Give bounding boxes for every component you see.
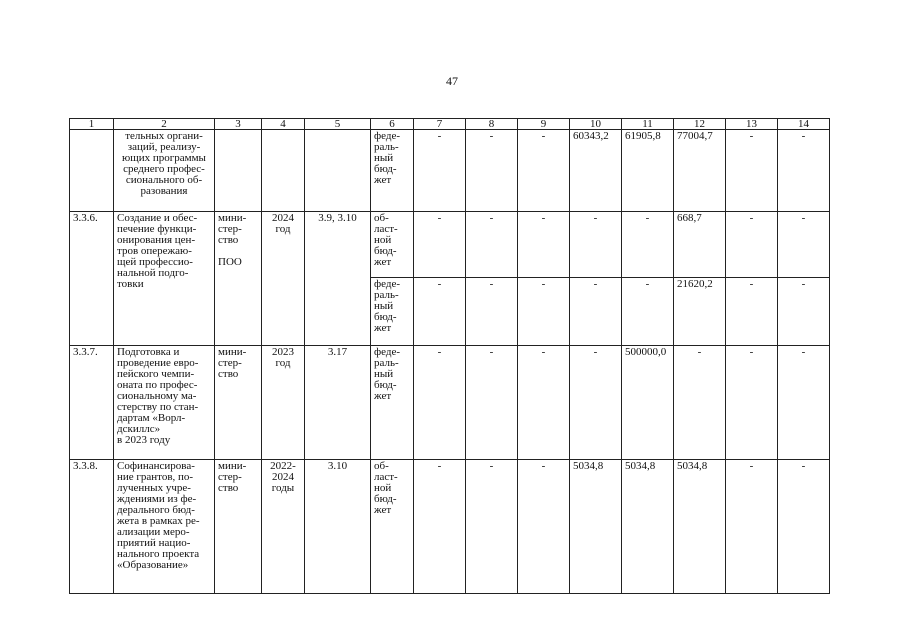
value-cell: - <box>622 278 674 346</box>
row-number: 3.3.7. <box>70 346 114 460</box>
executor <box>215 130 262 212</box>
header-cell: 14 <box>778 119 830 130</box>
value-cell: - <box>518 278 570 346</box>
header-cell: 10 <box>570 119 622 130</box>
value-cell: - <box>726 212 778 278</box>
value-cell: - <box>518 460 570 594</box>
row-number <box>70 130 114 212</box>
budget-table <box>69 118 830 594</box>
value-cell: - <box>570 212 622 278</box>
measure-name: Создание и обес- печение функци- онирования цен- тров опережаю- щей профессио- нальной подго- товки <box>114 212 215 346</box>
budget-source: феде- раль- ный бюд- жет <box>371 130 414 212</box>
indicator-ref: 3.9, 3.10 <box>305 212 371 346</box>
header-cell: 5 <box>305 119 371 130</box>
indicator-ref: 3.10 <box>305 460 371 594</box>
value-cell: - <box>414 278 466 346</box>
value-cell: - <box>726 130 778 212</box>
row-number: 3.3.8. <box>70 460 114 594</box>
value-cell: - <box>778 130 830 212</box>
budget-source: феде- раль- ный бюд- жет <box>371 278 414 346</box>
value-cell: - <box>518 346 570 460</box>
table-row <box>70 346 830 460</box>
header-cell: 13 <box>726 119 778 130</box>
value-cell: 61905,8 <box>622 130 674 212</box>
value-cell: 5034,8 <box>674 460 726 594</box>
header-cell: 12 <box>674 119 726 130</box>
executor: мини- стер- ство ПОО <box>215 212 262 346</box>
value-cell: - <box>674 346 726 460</box>
period: 2024 год <box>262 212 305 346</box>
value-cell: - <box>778 212 830 278</box>
value-cell: - <box>414 346 466 460</box>
measure-name: Подготовка и проведение евро- пейского чемпи- оната по профес- сиональному ма- стерству по стан- дартам «Ворл- дскиллс» в 2023 году <box>114 346 215 460</box>
budget-source: об- ласт- ной бюд- жет <box>371 460 414 594</box>
header-cell: 4 <box>262 119 305 130</box>
header-cell: 1 <box>70 119 114 130</box>
value-cell: - <box>518 212 570 278</box>
executor: мини- стер- ство <box>215 346 262 460</box>
value-cell: 5034,8 <box>622 460 674 594</box>
value-cell: 60343,2 <box>570 130 622 212</box>
value-cell: - <box>414 212 466 278</box>
value-cell: - <box>414 130 466 212</box>
header-cell: 8 <box>466 119 518 130</box>
value-cell: - <box>518 130 570 212</box>
budget-source: феде- раль- ный бюд- жет <box>371 346 414 460</box>
value-cell: - <box>778 460 830 594</box>
value-cell: - <box>726 278 778 346</box>
value-cell: - <box>622 212 674 278</box>
value-cell: 668,7 <box>674 212 726 278</box>
value-cell: - <box>726 460 778 594</box>
period <box>262 130 305 212</box>
header-cell: 7 <box>414 119 466 130</box>
table-row <box>70 130 830 212</box>
value-cell: - <box>726 346 778 460</box>
header-cell: 2 <box>114 119 215 130</box>
measure-name: тельных органи- заций, реализу- ющих программы среднего профес- сионального об- разования <box>114 130 215 212</box>
indicator-ref: 3.17 <box>305 346 371 460</box>
value-cell: - <box>778 278 830 346</box>
header-row <box>70 119 830 130</box>
row-number: 3.3.6. <box>70 212 114 346</box>
period: 2023 год <box>262 346 305 460</box>
value-cell: - <box>466 278 518 346</box>
value-cell: - <box>466 130 518 212</box>
value-cell: 5034,8 <box>570 460 622 594</box>
value-cell: - <box>570 346 622 460</box>
value-cell: - <box>466 212 518 278</box>
indicator-ref <box>305 130 371 212</box>
value-cell: 21620,2 <box>674 278 726 346</box>
value-cell: - <box>466 460 518 594</box>
period: 2022- 2024 годы <box>262 460 305 594</box>
header-cell: 9 <box>518 119 570 130</box>
value-cell: 77004,7 <box>674 130 726 212</box>
executor: мини- стер- ство <box>215 460 262 594</box>
measure-name: Софинансирова- ние грантов, по- лученных учре- ждениями из фе- дерального бюд- жета в рамках ре- ализации меро- приятий нацио- нального проекта «Образование» <box>114 460 215 594</box>
table-row <box>70 460 830 594</box>
budget-source: об- ласт- ной бюд- жет <box>371 212 414 278</box>
value-cell: - <box>570 278 622 346</box>
table-row <box>70 212 830 278</box>
value-cell: 500000,0 <box>622 346 674 460</box>
header-cell: 6 <box>371 119 414 130</box>
page-number: 47 <box>446 74 458 88</box>
value-cell: - <box>414 460 466 594</box>
header-cell: 11 <box>622 119 674 130</box>
value-cell: - <box>466 346 518 460</box>
header-cell: 3 <box>215 119 262 130</box>
value-cell: - <box>778 346 830 460</box>
